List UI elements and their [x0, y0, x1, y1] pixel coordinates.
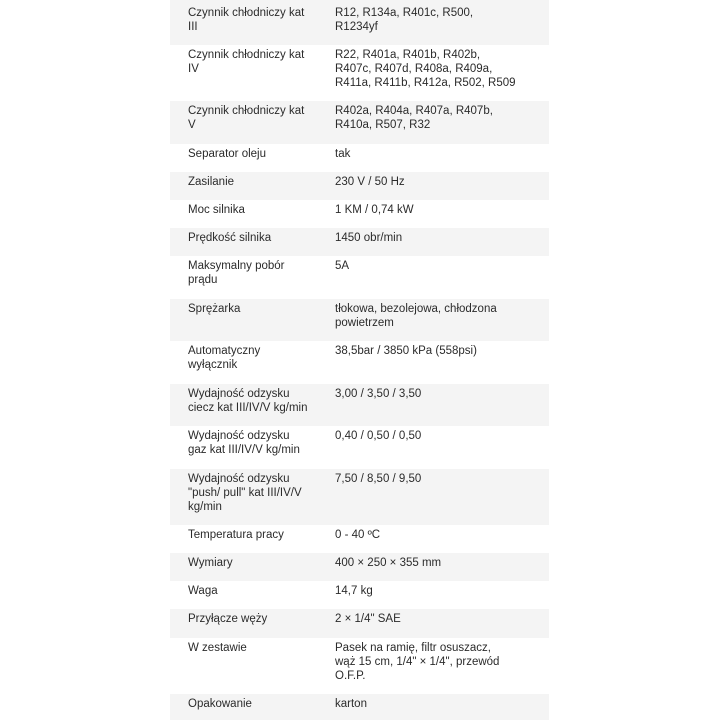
- spec-value: 7,50 / 8,50 / 9,50: [335, 473, 422, 485]
- spec-value-cell: [335, 200, 549, 228]
- spec-value-cell: [335, 144, 549, 172]
- spec-label: Wydajność odzysku "push/ pull" kat III/IV/V kg/min: [188, 473, 302, 513]
- spec-value: 1 KM / 0,74 kW: [335, 204, 414, 216]
- spec-row: [170, 694, 549, 720]
- spec-label-cell: [170, 341, 335, 384]
- spec-value-cell: [335, 469, 549, 525]
- spec-row: [170, 144, 549, 172]
- spec-value-cell: [335, 525, 549, 553]
- spec-label: W zestawie: [188, 642, 247, 654]
- spec-label-cell: [170, 384, 335, 426]
- spec-value-cell: [335, 384, 549, 426]
- spec-value-cell: [335, 609, 549, 638]
- spec-row: [170, 101, 549, 144]
- spec-label-cell: [170, 553, 335, 581]
- spec-value: 3,00 / 3,50 / 3,50: [335, 388, 422, 400]
- spec-label-cell: [170, 172, 335, 200]
- spec-row: [170, 553, 549, 581]
- spec-row: [170, 469, 549, 525]
- spec-row: [170, 581, 549, 609]
- spec-value: 0 - 40 ºC: [335, 529, 381, 541]
- spec-label: Temperatura pracy: [188, 529, 284, 541]
- spec-value: 0,40 / 0,50 / 0,50: [335, 430, 422, 442]
- spec-label: Waga: [188, 585, 218, 597]
- spec-label: Moc silnika: [188, 204, 245, 216]
- spec-value-cell: [335, 45, 549, 101]
- spec-label: Wymiary: [188, 557, 233, 569]
- spec-label-cell: [170, 200, 335, 228]
- spec-value: R22, R401a, R401b, R402b, R407c, R407d, R408a, R409a, R411a, R411b, R412a, R502, R509: [335, 49, 516, 89]
- spec-label: Separator oleju: [188, 148, 266, 160]
- spec-row: [170, 172, 549, 200]
- spec-label-cell: [170, 694, 335, 720]
- spec-label-cell: [170, 469, 335, 525]
- spec-label-cell: [170, 256, 335, 299]
- spec-value-cell: [335, 101, 549, 144]
- spec-value-cell: [335, 581, 549, 609]
- spec-row: [170, 638, 549, 694]
- spec-value-cell: [335, 553, 549, 581]
- spec-label-cell: [170, 228, 335, 256]
- spec-row: [170, 525, 549, 553]
- spec-label-cell: [170, 0, 335, 45]
- spec-row: [170, 384, 549, 426]
- spec-label: Wydajność odzysku gaz kat III/IV/V kg/min: [188, 430, 300, 456]
- spec-label: Opakowanie: [188, 698, 252, 710]
- spec-value: 38,5bar / 3850 kPa (558psi): [335, 345, 477, 357]
- spec-value: Pasek na ramię, filtr osuszacz, wąż 15 cm, 1/4" × 1/4", przewód O.F.P.: [335, 642, 500, 682]
- spec-value-cell: [335, 256, 549, 299]
- spec-row: [170, 228, 549, 256]
- spec-label: Czynnik chłodniczy kat IV: [188, 49, 305, 75]
- spec-row: [170, 341, 549, 384]
- spec-value: tłokowa, bezolejowa, chłodzona powietrzem: [335, 303, 497, 329]
- spec-value-cell: [335, 341, 549, 384]
- spec-label-cell: [170, 609, 335, 638]
- spec-label-cell: [170, 101, 335, 144]
- spec-label: Czynnik chłodniczy kat V: [188, 105, 305, 131]
- spec-value: 5A: [335, 260, 350, 272]
- spec-value: 2 × 1/4" SAE: [335, 613, 401, 625]
- spec-value-cell: [335, 426, 549, 469]
- spec-row: [170, 299, 549, 341]
- spec-label-cell: [170, 638, 335, 694]
- spec-row: [170, 426, 549, 469]
- spec-value: 230 V / 50 Hz: [335, 176, 405, 188]
- spec-row: [170, 256, 549, 299]
- spec-value: R12, R134a, R401c, R500, R1234yf: [335, 7, 474, 33]
- spec-label: Prędkość silnika: [188, 232, 272, 244]
- spec-label: Maksymalny pobór prądu: [188, 260, 285, 286]
- spec-value: karton: [335, 698, 367, 710]
- spec-label-cell: [170, 144, 335, 172]
- spec-row: [170, 609, 549, 638]
- spec-row: [170, 200, 549, 228]
- spec-label: Czynnik chłodniczy kat III: [188, 7, 305, 33]
- spec-label: Przyłącze węży: [188, 613, 268, 625]
- spec-value-cell: [335, 638, 549, 694]
- spec-label-cell: [170, 299, 335, 341]
- spec-value: 1450 obr/min: [335, 232, 403, 244]
- spec-label-cell: [170, 581, 335, 609]
- spec-label: Automatyczny wyłącznik: [188, 345, 261, 371]
- spec-value: 14,7 kg: [335, 585, 373, 597]
- spec-label: Sprężarka: [188, 303, 241, 315]
- spec-value-cell: [335, 228, 549, 256]
- spec-value-cell: [335, 694, 549, 720]
- spec-row: [170, 45, 549, 101]
- spec-value-cell: [335, 172, 549, 200]
- specification-table: [170, 0, 549, 720]
- spec-value-cell: [335, 299, 549, 341]
- specification-table-body: [170, 0, 549, 720]
- spec-value: 400 × 250 × 355 mm: [335, 557, 442, 569]
- spec-value: tak: [335, 148, 351, 160]
- spec-label-cell: [170, 426, 335, 469]
- spec-label: Wydajność odzysku ciecz kat III/IV/V kg/min: [188, 388, 308, 414]
- spec-value: R402a, R404a, R407a, R407b, R410a, R507, R32: [335, 105, 493, 131]
- spec-row: [170, 0, 549, 45]
- spec-label-cell: [170, 45, 335, 101]
- spec-label-cell: [170, 525, 335, 553]
- spec-label: Zasilanie: [188, 176, 235, 188]
- spec-value-cell: [335, 0, 549, 45]
